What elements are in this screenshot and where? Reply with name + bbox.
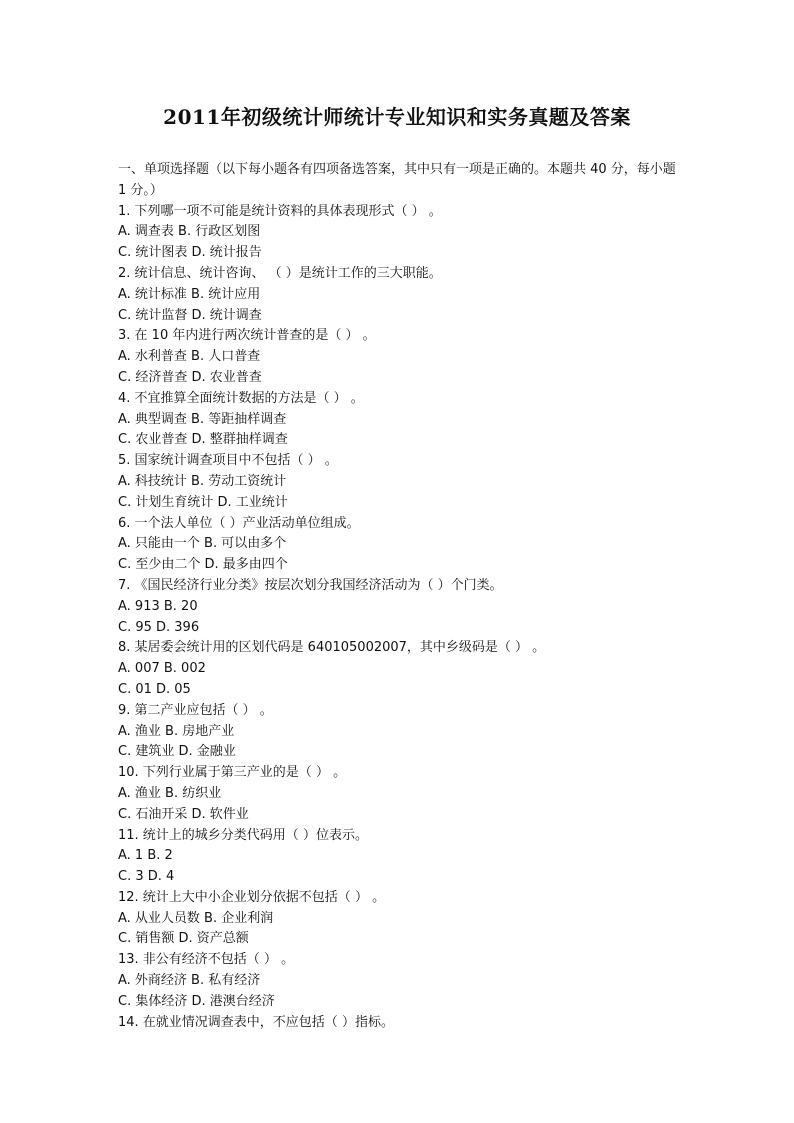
answer-options: C. 95 D. 396 [118, 619, 200, 635]
question-text: 7. 《国民经济行业分类》按层次划分我国经济活动为（ ）个门类。 [118, 577, 503, 593]
answer-options: C. 3 D. 4 [118, 869, 175, 885]
answer-options: C. 石油开采 D. 软件业 [118, 806, 249, 822]
answer-options: C. 农业普查 D. 整群抽样调查 [118, 432, 288, 448]
answer-options: A. 统计标准 B. 统计应用 [118, 286, 261, 302]
question-text: 12. 统计上大中小企业划分依据不包括（ ） 。 [118, 889, 386, 905]
question-text: 6. 一个法人单位（ ）产业活动单位组成。 [118, 515, 360, 531]
question-text: 8. 某居委会统计用的区划代码是 640105002007，其中乡级码是（ ） 。 [118, 640, 546, 656]
answer-options: A. 007 B. 002 [118, 661, 206, 677]
question-text: 11. 统计上的城乡分类代码用（ ）位表示。 [118, 827, 368, 843]
answer-options: C. 计划生育统计 D. 工业统计 [118, 494, 288, 510]
question-text: 14. 在就业情况调查表中，不应包括（ ）指标。 [118, 1014, 394, 1030]
answer-options: A. 渔业 B. 纺织业 [118, 785, 222, 801]
answer-options: C. 建筑业 D. 金融业 [118, 744, 236, 760]
question-text: 9. 第二产业应包括（ ） 。 [118, 702, 273, 718]
section-heading: 一、单项选择题（以下每小题各有四项备选答案，其中只有一项是正确的。本题共 40 分，每小题 1 分。） [118, 162, 676, 198]
question-list [118, 202, 678, 1034]
question-text: 4. 不宜推算全面统计数据的方法是（ ） 。 [118, 390, 364, 406]
answer-options: A. 调查表 B. 行政区划图 [118, 224, 261, 240]
answer-options: A. 只能由一个 B. 可以由多个 [118, 536, 287, 552]
answer-options: C. 01 D. 05 [118, 681, 191, 697]
answer-options: C. 统计监督 D. 统计调查 [118, 307, 262, 323]
question-text: 10. 下列行业属于第三产业的是（ ） 。 [118, 765, 347, 781]
answer-options: A. 1 B. 2 [118, 848, 173, 864]
document-title: 2011年初级统计师统计专业知识和实务真题及答案 [163, 105, 631, 129]
question-text: 2. 统计信息、统计咨询、 （ ）是统计工作的三大职能。 [118, 265, 442, 281]
answer-options: C. 统计图表 D. 统计报告 [118, 245, 262, 261]
question-text: 1. 下列哪一项不可能是统计资料的具体表现形式（ ） 。 [118, 203, 442, 219]
answer-options: A. 水利普查 B. 人口普查 [118, 349, 261, 365]
answer-options: C. 至少由二个 D. 最多由四个 [118, 557, 288, 573]
answer-options: A. 913 B. 20 [118, 598, 198, 614]
answer-options: C. 经济普查 D. 农业普查 [118, 369, 262, 385]
answer-options: A. 典型调查 B. 等距抽样调查 [118, 411, 287, 427]
answer-options: C. 销售额 D. 资产总额 [118, 931, 249, 947]
question-text: 5. 国家统计调查项目中不包括（ ） 。 [118, 453, 338, 469]
answer-options: A. 科技统计 B. 劳动工资统计 [118, 473, 287, 489]
answer-options: A. 从业人员数 B. 企业利润 [118, 910, 274, 926]
document-body [118, 160, 678, 1033]
question-text: 3. 在 10 年内进行两次统计普查的是（ ） 。 [118, 328, 376, 344]
answer-options: C. 集体经济 D. 港澳台经济 [118, 993, 275, 1009]
answer-options: A. 外商经济 B. 私有经济 [118, 973, 261, 989]
question-text: 13. 非公有经济不包括（ ） 。 [118, 952, 295, 968]
answer-options: A. 渔业 B. 房地产业 [118, 723, 235, 739]
